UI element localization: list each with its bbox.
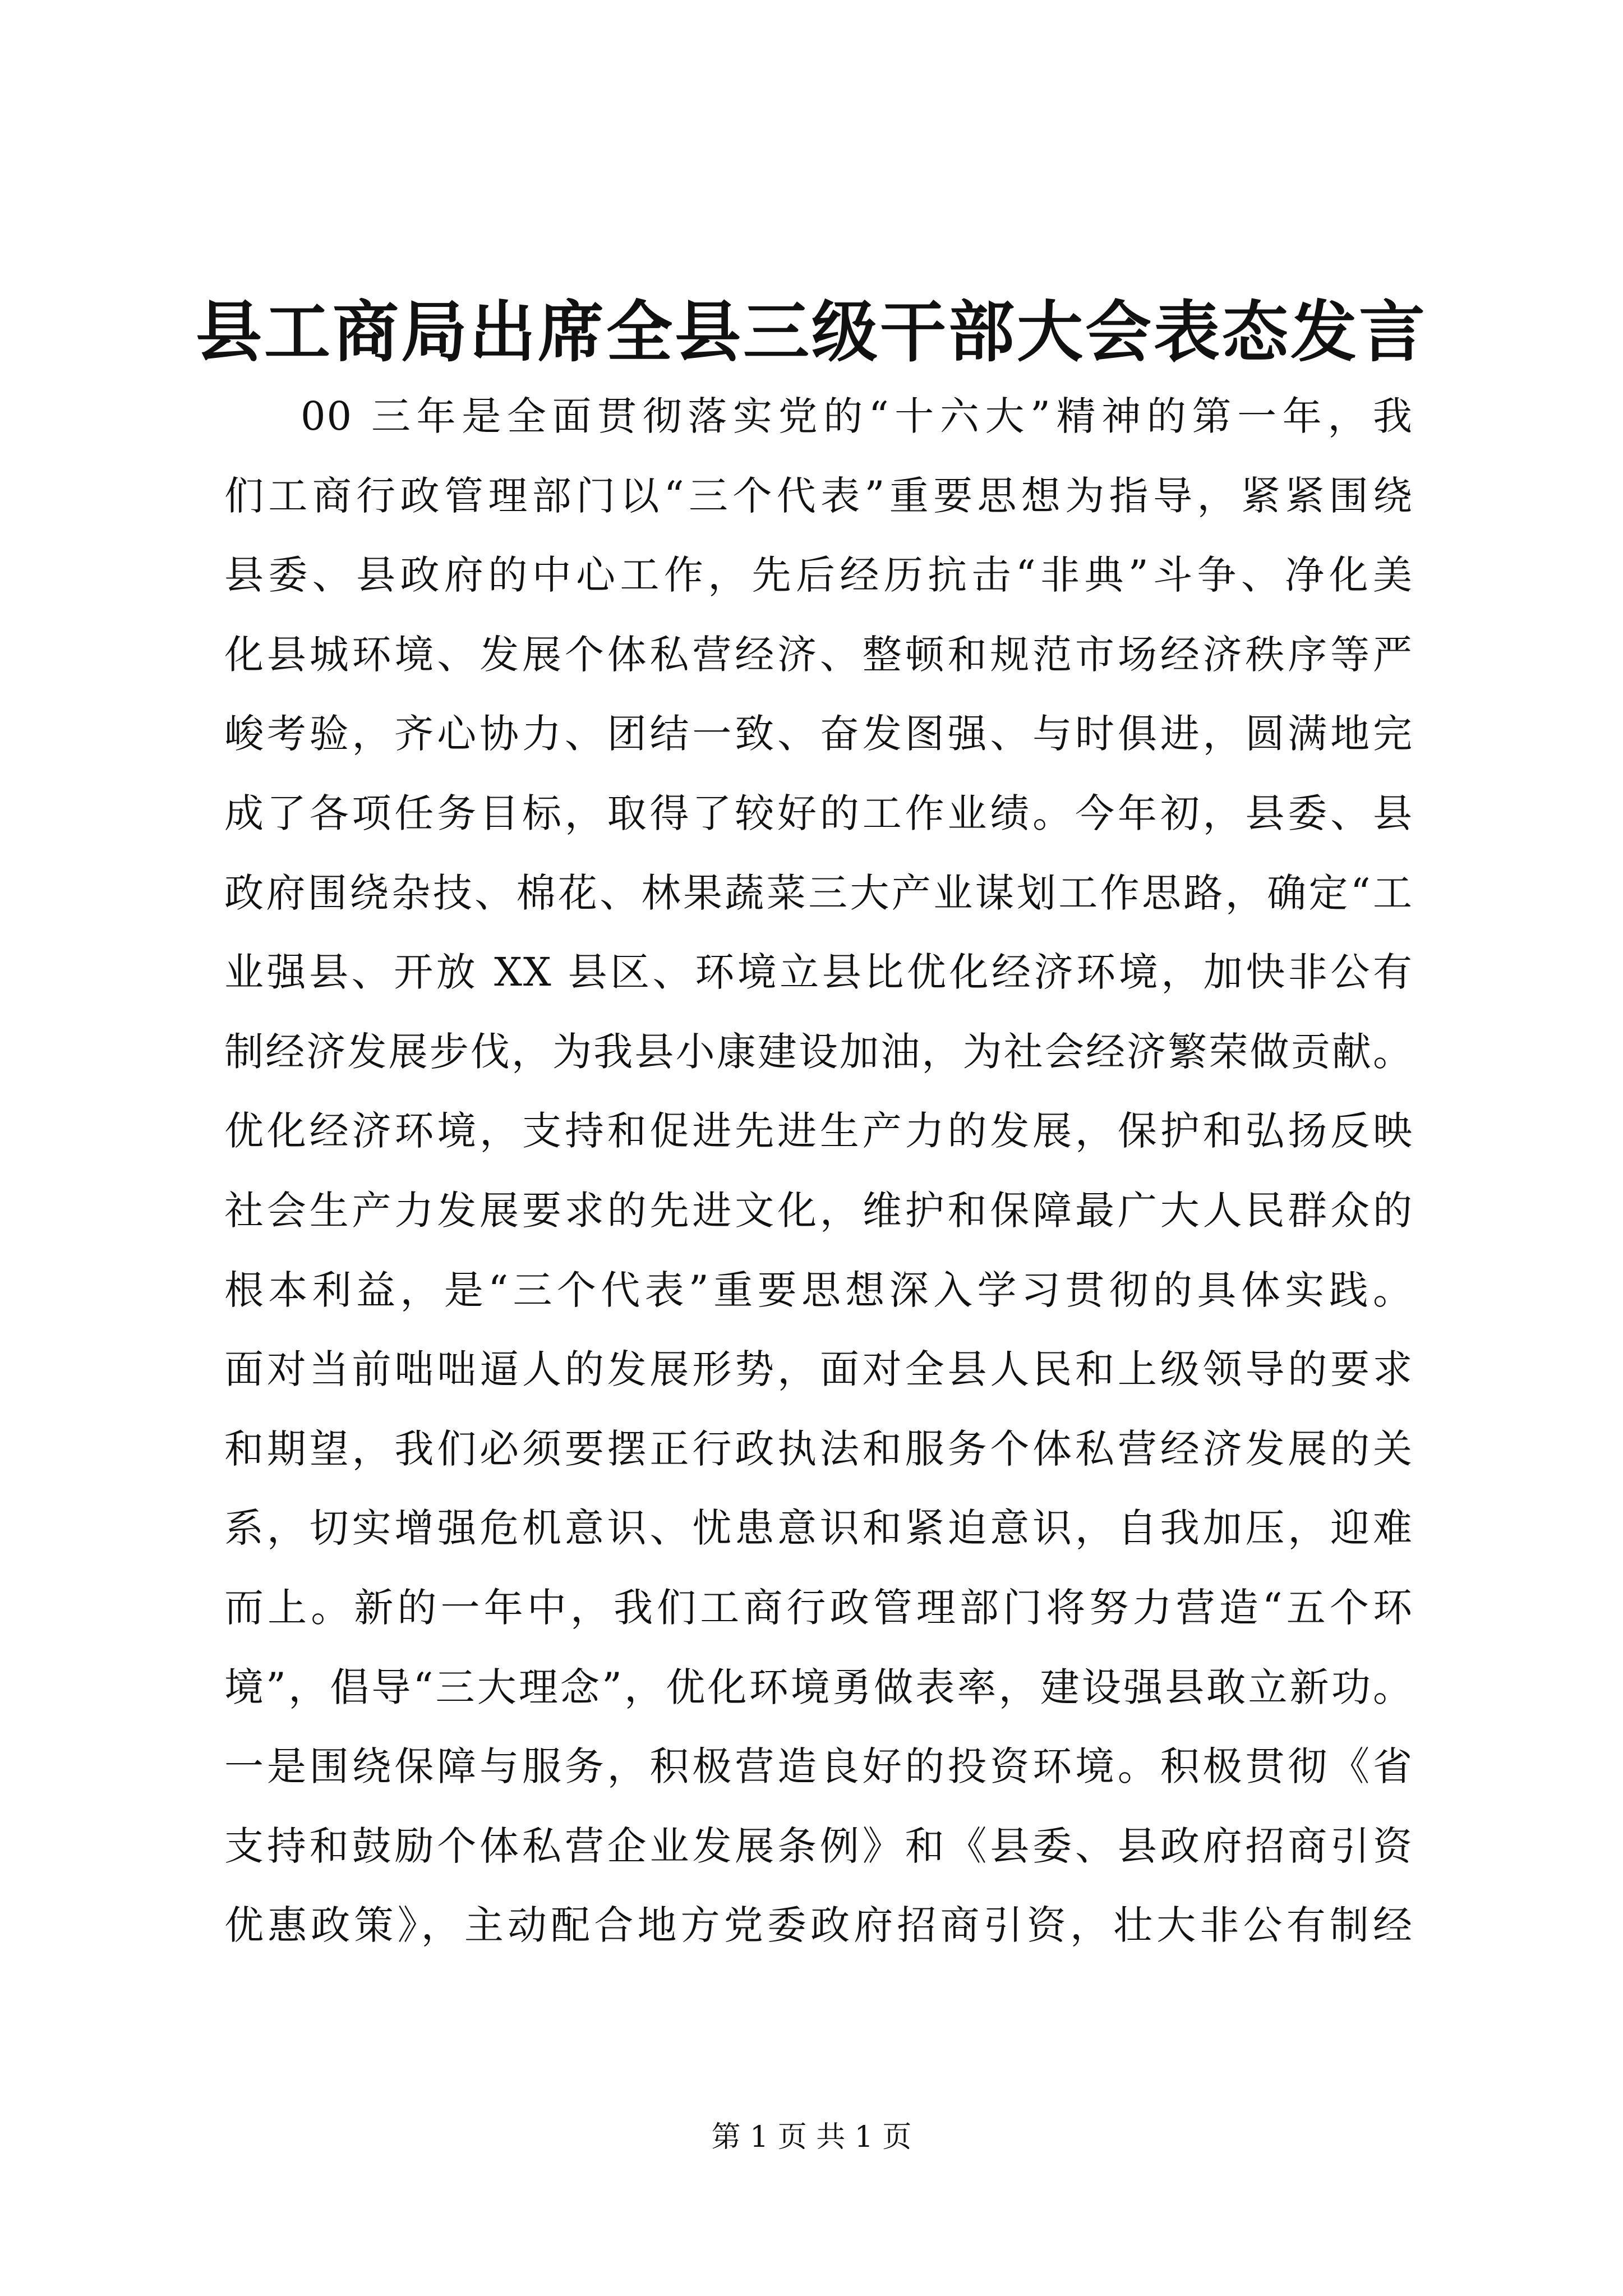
- body-line: 而上。新的一年中，我们工商行政管理部门将努力营造“五个环: [224, 1584, 1413, 1631]
- body-line: 优惠政策》，主动配合地方党委政府招商引资，壮大非公有制经: [224, 1902, 1413, 1949]
- document-title: 县工商局出席全县三级干部大会表态发言: [195, 293, 1427, 371]
- body-line: 面对当前咄咄逼人的发展形势，面对全县人民和上级领导的要求: [224, 1346, 1413, 1393]
- body-line: 化县城环境、发展个体私营经济、整顿和规范市场经济秩序等严: [224, 631, 1413, 678]
- body-line: 业强县、开放 XX 县区、环境立县比优化经济环境，加快非公有: [224, 949, 1413, 996]
- body-line: 社会生产力发展要求的先进文化，维护和保障最广大人民群众的: [224, 1187, 1413, 1234]
- body-line: 境”，倡导“三大理念”，优化环境勇做表率，建设强县敢立新功。: [224, 1664, 1413, 1710]
- body-line: 系，切实增强危机意识、忧患意识和紧迫意识，自我加压，迎难: [224, 1505, 1413, 1552]
- body-line: 政府围绕杂技、棉花、林果蔬菜三大产业谋划工作思路，确定“工: [224, 869, 1413, 916]
- body-line: 根本利益，是“三个代表”重要思想深入学习贯彻的具体实践。: [224, 1267, 1413, 1313]
- body-line: 县委、县政府的中心工作，先后经历抗击“非典”斗争、净化美: [224, 552, 1413, 599]
- page-footer: 第 1 页 共 1 页: [711, 2120, 912, 2154]
- body-line: 成了各项任务目标，取得了较好的工作业绩。今年初，县委、县: [224, 790, 1413, 836]
- document-body: [224, 377, 1413, 1966]
- body-line: 们工商行政管理部门以“三个代表”重要思想为指导，紧紧围绕: [224, 472, 1413, 519]
- body-line: 峻考验，齐心协力、团结一致、奋发图强、与时俱进，圆满地完: [224, 711, 1413, 757]
- body-line: 制经济发展步伐，为我县小康建设加油，为社会经济繁荣做贡献。: [224, 1028, 1413, 1075]
- body-line: 00 三年是全面贯彻落实党的“十六大”精神的第一年，我: [301, 393, 1413, 439]
- body-line: 支持和鼓励个体私营企业发展条例》和《县委、县政府招商引资: [224, 1823, 1413, 1869]
- body-line: 和期望，我们必须要摆正行政执法和服务个体私营经济发展的关: [224, 1425, 1413, 1472]
- body-line: 一是围绕保障与服务，积极营造良好的投资环境。积极贯彻《省: [224, 1743, 1413, 1790]
- body-line: 优化经济环境，支持和促进先进生产力的发展，保护和弘扬反映: [224, 1108, 1413, 1154]
